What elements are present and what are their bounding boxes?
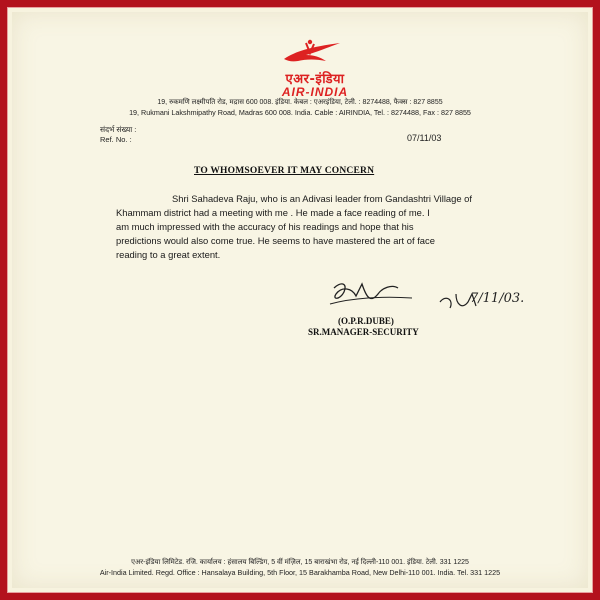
- letter-paper: [12, 12, 588, 588]
- ref-label-english: Ref. No. :: [100, 135, 132, 144]
- signature-date: 7/11/03.: [470, 291, 525, 306]
- footer-english: Air-India Limited. Regd. Office : Hansalaya Building, 5th Floor, 15 Barakhamba Road, New Delhi-110 001. India. Tel. 331 1225: [99, 568, 501, 577]
- letter-heading: TO WHOMSOEVER IT MAY CONCERN: [194, 166, 375, 176]
- body-line: reading to a great extent.: [116, 249, 221, 260]
- body-line: am much impressed with the accuracy of his readings and hope that his: [116, 221, 414, 232]
- letter-date: 07/11/03: [407, 133, 442, 143]
- footer-hindi: एअर-इंडिया लिमिटेड. रजि. कार्यालय : हंसालय बिल्डिंग, 5 वीं मंज़िल, 15 बाराखंभा रोड, नई दिल्ली-110 001. इंडिया. टेली. 331 1225: [131, 559, 469, 566]
- body-line: Khammam district had a meeting with me . He made a face reading of me. I: [116, 207, 430, 218]
- address-hindi: 19, रुकमणि लक्ष्मीपति रोड, मद्रास 600 008. इंडिया. केबल : एअरइंडिया, टेली. : 8274488, फैक्स : 827 8855: [157, 99, 443, 106]
- air-india-logo: [260, 39, 370, 97]
- signatory-name: (O.P.R.DUBE): [338, 316, 394, 326]
- flying-archer-icon: [280, 39, 344, 65]
- logo-english-text: AIR-INDIA: [281, 85, 349, 99]
- address-english: 19, Rukmani Lakshmipathy Road, Madras 600 008. India. Cable : AIRINDIA, Tel. : 8274488, Fax : 827 8855: [129, 108, 471, 117]
- signatory-title: SR.MANAGER-SECURITY: [308, 327, 419, 337]
- ref-label-hindi: संदर्भ संख्या :: [100, 125, 137, 134]
- body-line: Shri Sahadeva Raju, who is an Adivasi leader from Gandashtri Village of: [172, 193, 472, 204]
- body-line: predictions would also come true. He seems to have mastered the art of face: [116, 235, 435, 246]
- logo-hindi-text: एअर-इंडिया: [285, 72, 345, 87]
